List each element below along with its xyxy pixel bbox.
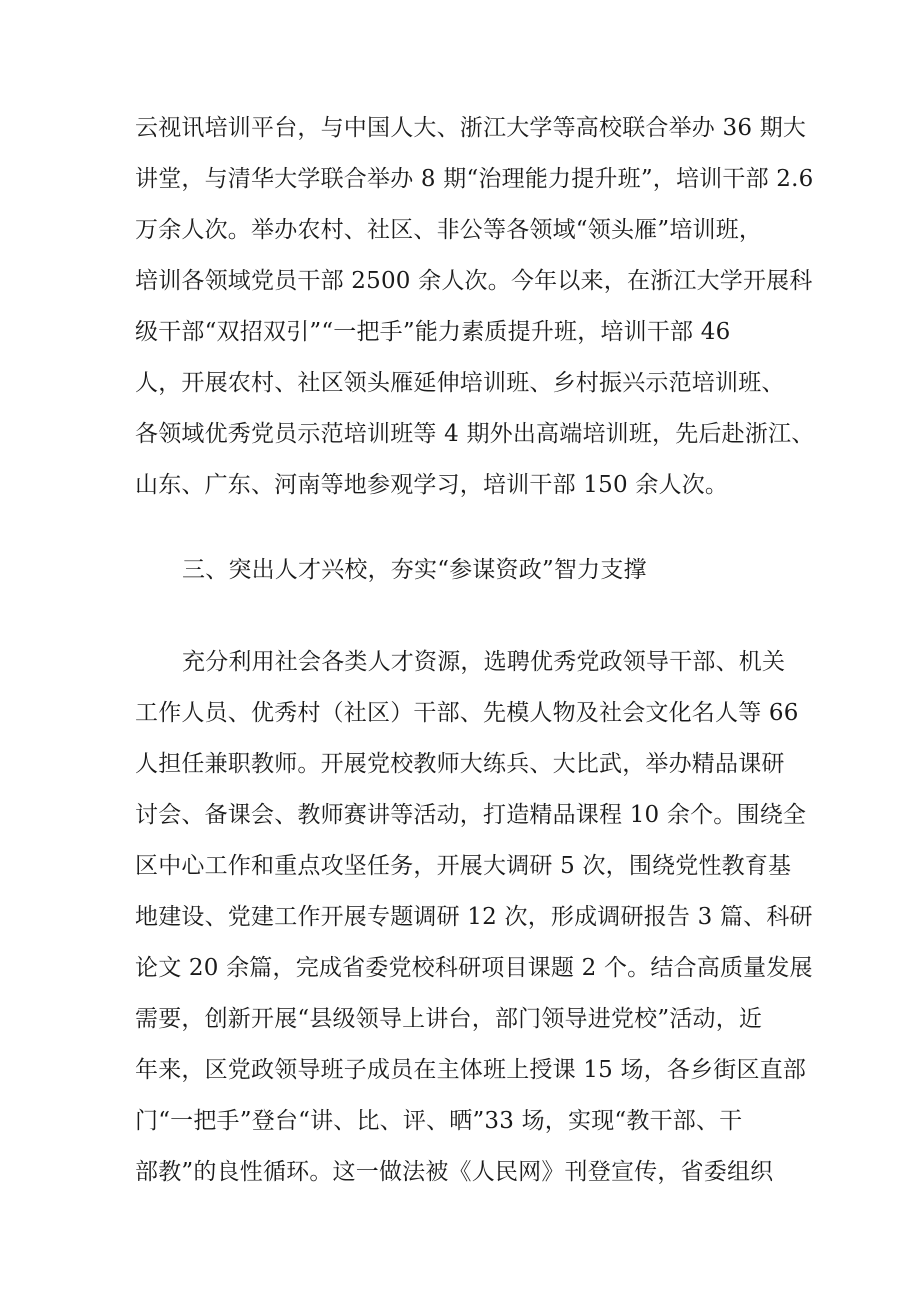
paragraph-line: 讨会、备课会、教师赛讲等活动，打造精品课程 10 余个。围绕全: [135, 802, 807, 828]
paragraph-line: 培训各领域党员干部 2500 余人次。今年以来，在浙江大学开展科: [135, 268, 813, 294]
paragraph-line: 各领域优秀党员示范培训班等 4 期外出高端培训班，先后赴浙江、: [135, 421, 815, 447]
paragraph-line: 讲堂，与清华大学联合举办 8 期“治理能力提升班”，培训干部 2.6: [135, 166, 814, 192]
paragraph-line: 山东、广东、河南等地参观学习，培训干部 150 余人次。: [135, 472, 729, 498]
paragraph-line: 区中心工作和重点攻坚任务，开展大调研 5 次，围绕党性教育基: [135, 853, 792, 879]
paragraph-line: 工作人员、优秀村（社区）干部、先模人物及社会文化名人等 66: [135, 700, 799, 726]
paragraph-line: 人，开展农村、社区领头雁延伸培训班、乡村振兴示范培训班、: [135, 370, 785, 396]
paragraph-line: 部教”的良性循环。这一做法被《人民网》刊登宣传，省委组织: [135, 1159, 774, 1185]
paragraph-line: 地建设、党建工作开展专题调研 12 次，形成调研报告 3 篇、科研: [135, 904, 813, 930]
paragraph-line: 充分利用社会各类人才资源，选聘优秀党政领导干部、机关: [182, 649, 786, 675]
paragraph-line: 万余人次。举办农村、社区、非公等各领域“领头雁”培训班，: [135, 217, 763, 243]
paragraph-line: 需要，创新开展“县级领导上讲台，部门领导进党校”活动，近: [135, 1006, 763, 1032]
paragraph-line: 级干部“双招双引”“一把手”能力素质提升班，培训干部 46: [135, 319, 731, 345]
paragraph-line: 年来，区党政领导班子成员在主体班上授课 15 场，各乡街区直部: [135, 1057, 807, 1083]
paragraph-line: 门“一把手”登台“讲、比、评、晒”33 场，实现“教干部、干: [135, 1108, 743, 1134]
paragraph-line: 论文 20 余篇，完成省委党校科研项目课题 2 个。结合高质量发展: [135, 955, 813, 981]
paragraph-line: 云视讯培训平台，与中国人大、浙江大学等高校联合举办 36 期大: [135, 115, 807, 141]
section-heading: 三、突出人才兴校，夯实“参谋资政”智力支撑: [182, 557, 647, 583]
paragraph-line: 人担任兼职教师。开展党校教师大练兵、大比武，举办精品课研: [135, 751, 785, 777]
